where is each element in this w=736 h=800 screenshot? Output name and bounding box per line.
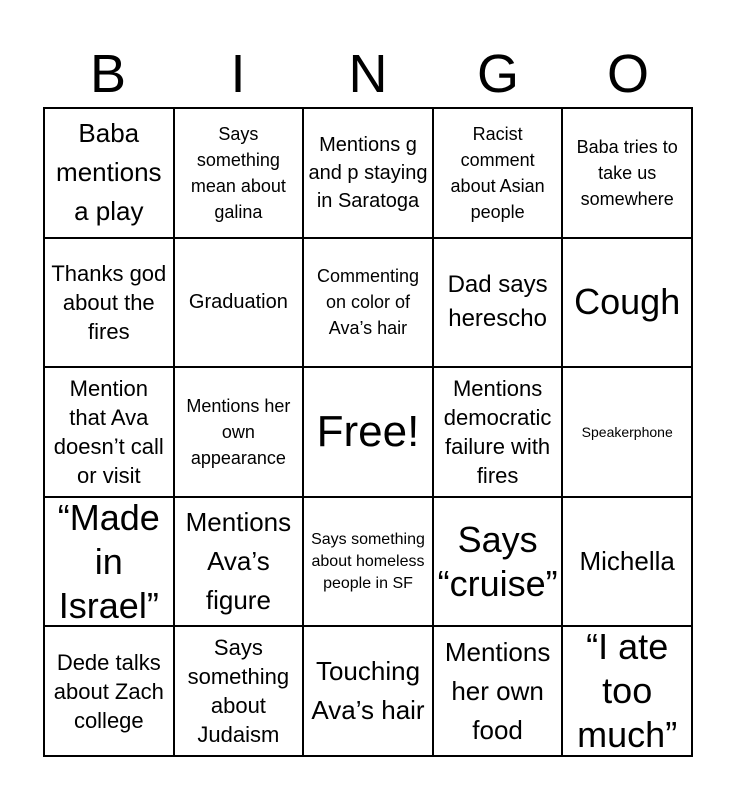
cell-text: Mentions Ava’s figure — [185, 507, 292, 616]
bingo-cell[interactable] — [174, 108, 304, 238]
cell-text: Says “cruise” — [437, 518, 558, 604]
bingo-cell[interactable] — [303, 108, 433, 238]
bingo-cell[interactable] — [303, 238, 433, 368]
cell-text: Commenting on color of Ava’s hair — [316, 266, 420, 339]
bingo-cell[interactable] — [303, 626, 433, 756]
header-letter-i: I — [230, 44, 246, 104]
bingo-cell[interactable] — [433, 626, 563, 756]
cell-text: Cough — [574, 281, 681, 323]
cell-text: “Made in Israel” — [57, 496, 160, 626]
header-letter-g: G — [476, 44, 519, 104]
cell-text: Racist comment about Asian people — [450, 123, 545, 222]
cell-text: Mention that Ava doesn’t call or visit — [53, 375, 164, 488]
bingo-cell[interactable] — [433, 497, 563, 627]
cell-text: Touching Ava’s hair — [311, 656, 425, 726]
bingo-cell[interactable] — [562, 108, 692, 238]
cell-text: Says something mean about galina — [190, 123, 286, 222]
cell-text: Dede talks about Zach college — [53, 649, 164, 733]
cell-text: Mentions democratic failure with fires — [443, 375, 552, 488]
cell-text: Says something about Judaism — [187, 635, 290, 748]
cell-text: Mentions g and p staying in Saratoga — [308, 133, 428, 212]
bingo-header — [43, 40, 693, 108]
cell-text: Baba tries to take us somewhere — [576, 136, 678, 209]
header-letter-b: B — [89, 44, 127, 104]
bingo-cell[interactable] — [174, 497, 304, 627]
bingo-cell[interactable] — [44, 626, 174, 756]
bingo-cell[interactable] — [44, 367, 174, 497]
bingo-cell[interactable] — [433, 108, 563, 238]
bingo-cell[interactable] — [562, 497, 692, 627]
bingo-cell[interactable] — [44, 497, 174, 627]
cell-text: “I ate too much” — [577, 626, 678, 756]
cell-text: Thanks god about the fires — [51, 260, 167, 344]
cell-text: Says something about homeless people in SF — [311, 530, 425, 592]
bingo-cell-free[interactable] — [303, 367, 433, 497]
bingo-cell[interactable] — [44, 238, 174, 368]
cell-text: Mentions her own appearance — [186, 395, 291, 468]
bingo-cell[interactable] — [44, 108, 174, 238]
bingo-board — [43, 107, 693, 757]
free-space-text: Free! — [316, 406, 420, 456]
header-letter-n: N — [348, 44, 388, 104]
cell-text: Michella — [579, 546, 675, 577]
cell-text: Mentions her own food — [444, 636, 551, 745]
cell-text: Speakerphone — [581, 423, 673, 440]
bingo-cell[interactable] — [174, 238, 304, 368]
bingo-cell[interactable] — [174, 367, 304, 497]
bingo-cell[interactable] — [174, 626, 304, 756]
bingo-cell[interactable] — [562, 367, 692, 497]
header-letter-o: O — [606, 44, 649, 104]
bingo-cell[interactable] — [562, 626, 692, 756]
bingo-cell[interactable] — [433, 367, 563, 497]
bingo-cell[interactable] — [562, 238, 692, 368]
cell-text: Graduation — [188, 291, 288, 314]
bingo-cell[interactable] — [303, 497, 433, 627]
cell-text: Baba mentions a play — [56, 118, 162, 227]
cell-text: Dad says herescho — [447, 271, 548, 333]
bingo-cell[interactable] — [433, 238, 563, 368]
